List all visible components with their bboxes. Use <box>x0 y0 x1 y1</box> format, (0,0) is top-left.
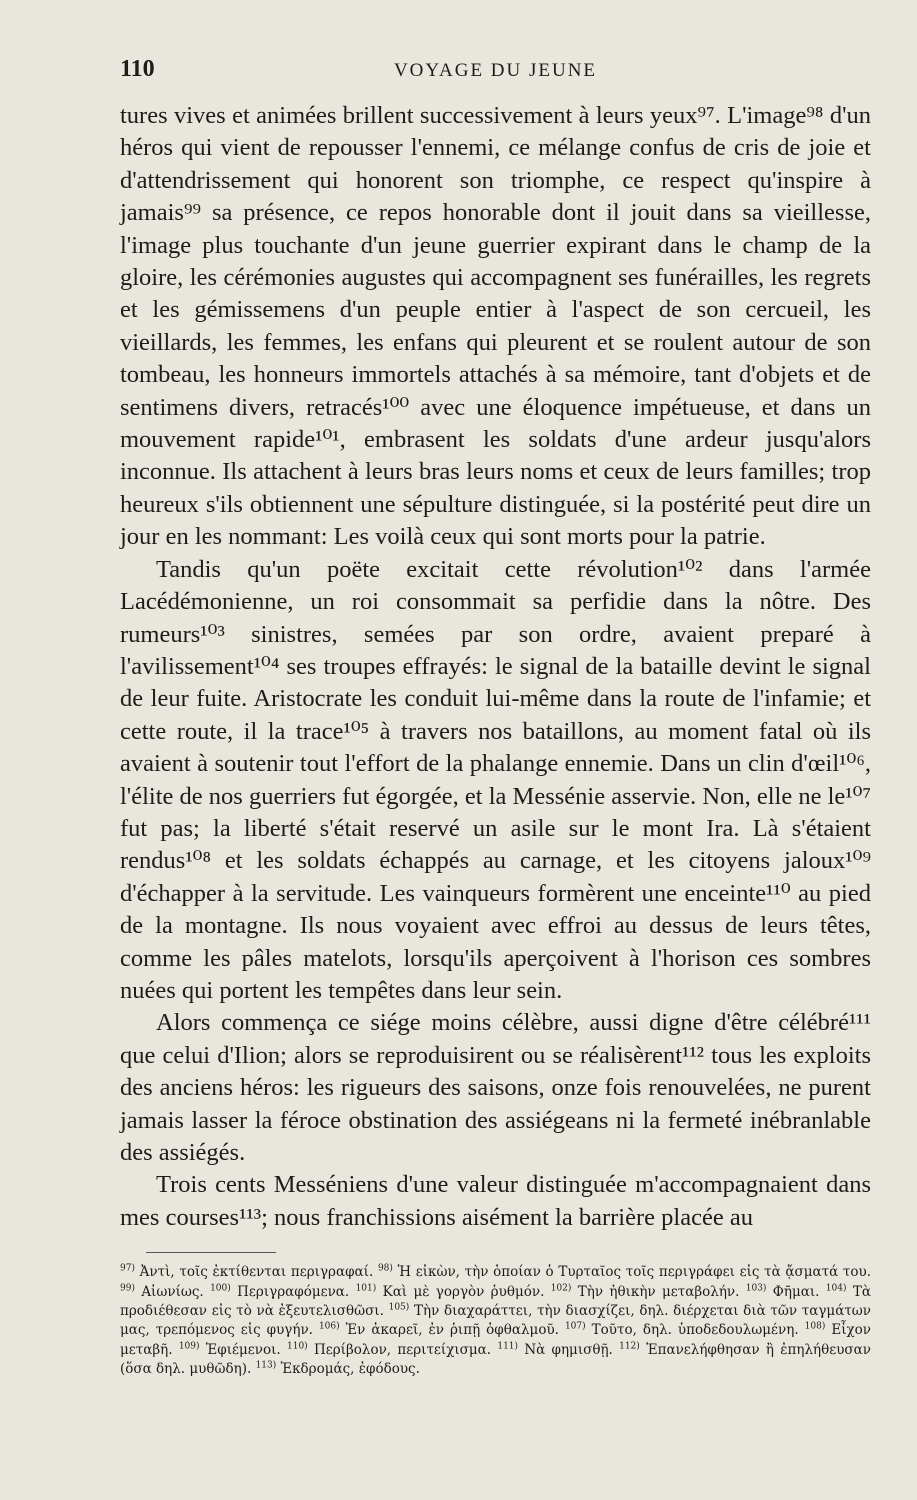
paragraph: Alors commença ce siége moins célèbre, aussi digne d'être célébré¹¹¹ que celui d'Ilion; alors se reproduisirent ou se réalisèrent¹¹² tous les exploits des anciens héros: les rigueurs des saisons, onze fois renouvelées, ne purent jamais lasser la féroce obstination des assiégeans ni la fermeté inébranlable des assiégés. <box>120 1009 871 1166</box>
running-title: VOYAGE DU JEUNE <box>393 60 598 81</box>
page-header <box>120 56 871 92</box>
footnote: $^{113)}$ Ἐκδρομάς, ἐφόδους. <box>255 1360 420 1378</box>
footnote: $^{110)}$ Περίβολον, περιτείχισμα. <box>287 1341 492 1358</box>
footnote: $^{97)}$ Ἀντὶ, τοῖς ἐκτίθενται περιγραφαί. <box>120 1263 374 1281</box>
main-text <box>120 100 871 1234</box>
footnote: $^{109)}$ Ἐφιέμενοι. <box>178 1341 281 1358</box>
footnote: $^{100)}$ Περιγραφόμενα. <box>210 1283 350 1300</box>
footnote: $^{101)}$ Καὶ μὲ γοργὸν ῥυθμόν. <box>355 1283 545 1300</box>
footnote: $^{103)}$ Φῆμαι. <box>745 1283 820 1300</box>
paragraph: Trois cents Messéniens d'une valeur distinguée m'accompagnaient dans mes courses¹¹³; nous franchissions aisément la barrière placée au <box>120 1171 871 1231</box>
page-number: 110 <box>120 56 155 82</box>
footnote: $^{111)}$ Νὰ φημισθῇ. <box>497 1341 613 1358</box>
footnotes <box>120 1263 871 1379</box>
footnote: $^{106)}$ Ἐν ἀκαρεῖ, ἐν ῥιπῇ ὀφθαλμοῦ. <box>318 1321 559 1339</box>
footnote: $^{102)}$ Τὴν ἠθικὴν μεταβολήν. <box>550 1283 740 1300</box>
footnote: $^{99)}$ Αἰωνίως. <box>120 1283 204 1300</box>
paragraph: Tandis qu'un poëte excitait cette révolution¹⁰² dans l'armée Lacédémonienne, un roi consommait sa perfidie dans la nôtre. Des rumeurs¹⁰³ sinistres, semées par son ordre, avaient preparé à l'avilissement¹⁰⁴ ses troupes effrayés: le signal de la bataille devint le signal de leur fuite. Aristocrate les conduit lui-même dans la route de l'infamie; et cette route, il la trace¹⁰⁵ à travers nos bataillons, au moment fatal où ils avaient à soutenir tout l'effort de la phalange ennemie. Dans un clin d'œil¹⁰⁶, l'élite de nos guerriers fut égorgée, et la Messénie asservie. Non, elle ne le¹⁰⁷ fut pas; la liberté s'était reservé un asile sur le mont Ira. Là s'étaient rendus¹⁰⁸ et les soldats échappés au carnage, et les citoyens jaloux¹⁰⁹ d'échapper à la servitude. Les vainqueurs formèrent une enceinte¹¹⁰ au pied de la montagne. Ils nous voyaient avec effroi au dessus de leurs têtes, comme les pâles matelots, lorsqu'ils aperçoivent à l'horison ces sombres nuées qui portent les tempêtes dans leur sein. <box>120 555 871 1004</box>
footnote: $^{104)}$ Τὰ προδιέθεσαν εἰς τὸ νὰ ἐξευτελισθῶσι. <box>120 1283 871 1320</box>
footnote: $^{108)}$ Εἶχον μεταβῆ. <box>120 1321 872 1358</box>
footnote: $^{107)}$ Τοῦτο, δηλ. ὑποδεδουλωμένη. <box>564 1321 799 1339</box>
footnote: $^{98)}$ Ἡ εἰκὼν, τὴν ὁποίαν ὁ Τυρταῖος τοῖς περιγράφει εἰς τὰ ᾄσματά του. <box>377 1263 872 1281</box>
footnote: $^{112)}$ Ἐπανελήφθησαν ἢ ἐπηλήθευσαν (ὅσα δηλ. μυθῶδη). <box>120 1341 871 1378</box>
paragraph: tures vives et animées brillent successivement à leurs yeux⁹⁷. L'image⁹⁸ d'un héros qui vient de repousser l'ennemi, ce mélange confus de cris de joie et d'attendrissement qui honorent son triomphe, ce respect qu'inspire à jamais⁹⁹ sa présence, ce repos honorable dont il jouit dans sa vieillesse, l'image plus touchante d'un jeune guerrier expirant dans le champ de la gloire, les cérémonies augustes qui accompagnent ses funérailles, les regrets et les gémissemens d'un peuple entier à l'aspect de son cercueil, les vieillards, les femmes, les enfans qui pleurent et se roulent autour de son tombeau, les honneurs immortels attachés à sa mémoire, tant d'objets et de sentimens divers, retracés¹⁰⁰ avec une éloquence impétueuse, et dans un mouvement rapide¹⁰¹, embrasent les soldats d'une ardeur jusqu'alors inconnue. Ils attachent à leurs bras leurs noms et ceux de leurs familles; trop heureux s'ils obtiennent une sépulture distinguée, si la postérité peut dire un jour en les nommant: Les voilà ceux qui sont morts pour la patrie. <box>120 102 871 551</box>
footnote-divider <box>146 1252 276 1253</box>
footnote: $^{105)}$ Τὴν διαχαράττει, τὴν διασχίζει, δηλ. διέρχεται διὰ τῶν ταγμάτων μας, τρεπόμενος εἰς φυγήν. <box>120 1302 872 1339</box>
